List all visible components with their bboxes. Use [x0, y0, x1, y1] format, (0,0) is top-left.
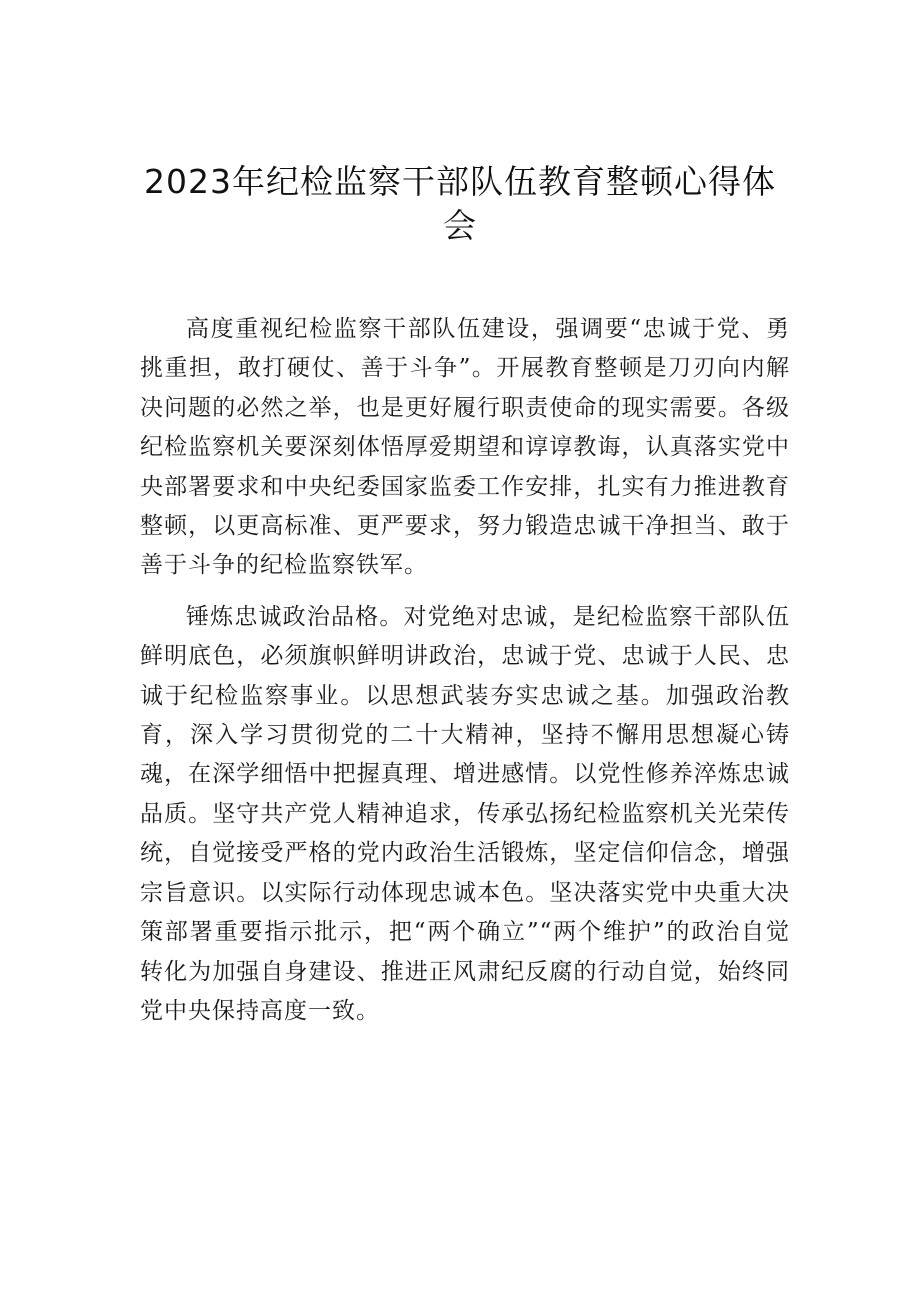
paragraph-1: 高度重视纪检监察干部队伍建设，强调要“忠诚于党、勇挑重担，敢打硬仗、善于斗争”。开展教育整顿是刀刃向内解决问题的必然之举，也是更好履行职责使命的现实需要。各级纪检监察机关要深刻体悟厚爱期望和谆谆教诲，认真落实党中央部署要求和中央纪委国家监委工作安排，扎实有力推进教育整顿，以更高标准、更严要求，努力锻造忠诚干净担当、敢于善于斗争的纪检监察铁军。	[140, 316, 790, 579]
document-body	[140, 310, 790, 1043]
document-title: 2023年纪检监察干部队伍教育整顿心得体会	[144, 162, 776, 245]
paragraph-2: 锤炼忠诚政治品格。对党绝对忠诚，是纪检监察干部队伍鲜明底色，必须旗帜鲜明讲政治，忠诚于党、忠诚于人民、忠诚于纪检监察事业。以思想武装夯实忠诚之基。加强政治教育，深入学习贯彻党的二十大精神，坚持不懈用思想凝心铸魂，在深学细悟中把握真理、增进感情。以党性修养淬炼忠诚品质。坚守共产党人精神追求，传承弘扬纪检监察机关光荣传统，自觉接受严格的党内政治生活锻炼，坚定信仰信念，增强宗旨意识。以实际行动体现忠诚本色。坚决落实党中央重大决策部署重要指示批示，把“两个确立”“两个维护”的政治自觉转化为加强自身建设、推进正风肃纪反腐的行动自觉，始终同党中央保持高度一致。	[140, 603, 790, 1024]
